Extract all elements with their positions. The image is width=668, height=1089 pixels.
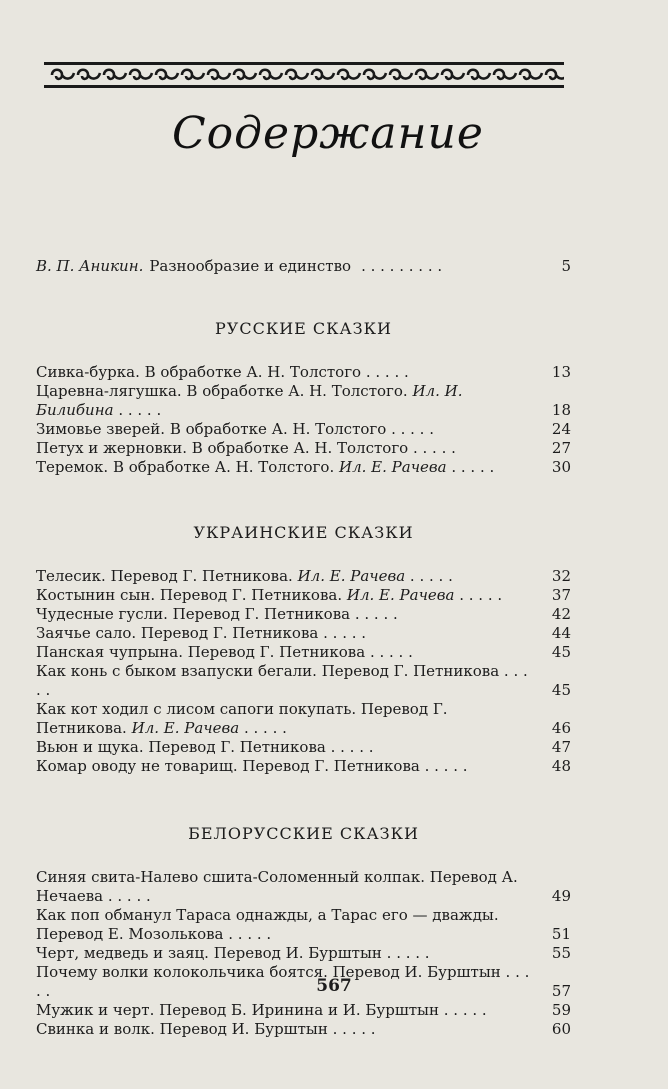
ornament-swirl	[104, 70, 126, 79]
page-number: 567	[316, 976, 352, 996]
toc-entry	[36, 586, 571, 605]
toc-entry	[36, 439, 571, 458]
ornament-border	[44, 60, 564, 90]
entry-text: Вьюн и щука. Перевод Г. Петникова	[36, 738, 326, 756]
ornament-swirl	[78, 70, 100, 79]
entry-text: Свинка и волк. Перевод И. Бурштын	[36, 1020, 328, 1038]
toc-entry	[36, 363, 571, 382]
entry-page: 45	[551, 681, 571, 699]
entry-text: Сивка-бурка. В обработке А. Н. Толстого	[36, 363, 362, 381]
ornament-swirl	[442, 70, 464, 79]
entry-text: Заячье сало. Перевод Г. Петникова	[36, 624, 319, 642]
toc-entry	[36, 944, 571, 963]
ornament-swirl	[520, 70, 542, 79]
entry-page: 60	[551, 1020, 571, 1038]
toc-entry	[36, 605, 571, 624]
entry-text: Зимовье зверей. В обработке А. Н. Толстого	[36, 420, 387, 438]
entry-text: Почему волки колокольчика боятся. Перевод И. Бурштын	[36, 963, 501, 981]
ornament-swirl	[286, 70, 308, 79]
entry-title: Телесик. Перевод Г. Петникова. Ил. Е. Рачева . . . . .	[36, 567, 453, 585]
page-title: Содержание	[172, 108, 484, 159]
entry-title: Теремок. В обработке А. Н. Толстого. Ил. Е. Рачева . . . . .	[36, 458, 495, 476]
toc-entry	[36, 643, 571, 662]
entry-text: Теремок. В обработке А. Н. Толстого.	[36, 458, 335, 476]
ornament-swirl	[338, 70, 360, 79]
section-heading: РУССКИЕ СКАЗКИ	[215, 319, 392, 338]
toc-entry	[36, 1001, 571, 1020]
toc-entry	[36, 458, 571, 477]
ornament-swirl	[234, 70, 256, 79]
entry-text: Как поп обманул Тараса однажды, а Тарас его — дважды. Перевод Е. Мозолькова	[36, 906, 499, 943]
entry-title: Почему волки колокольчика боятся. Перевод И. Бурштын . . . . .	[36, 963, 530, 1000]
entry-title: Царевна-лягушка. В обработке А. Н. Толстого. Ил. И. Билибина . . . . .	[36, 382, 463, 419]
toc-entry	[36, 906, 571, 944]
toc-entry	[36, 567, 571, 586]
section-list	[36, 567, 571, 776]
entry-title: Синяя свита-Налево сшита-Соломенный колпак. Перевод А. Нечаева . . . . .	[36, 868, 518, 905]
entry-illustrator: Ил. Е. Рачева	[339, 458, 447, 476]
entry-page: 45	[551, 643, 571, 661]
entry-title: Чудесные гусли. Перевод Г. Петникова . . . . .	[36, 605, 398, 623]
entry-title: Петух и жерновки. В обработке А. Н. Толстого . . . . .	[36, 439, 456, 457]
ornament-swirl	[130, 70, 152, 79]
ornament-swirl	[364, 70, 386, 79]
intro-title: Разнообразие и единство	[149, 257, 352, 275]
entry-title: Сивка-бурка. В обработке А. Н. Толстого . . . . .	[36, 363, 409, 381]
entry-page: 18	[551, 401, 571, 419]
ornament-swirl	[494, 70, 516, 79]
toc-entry	[36, 868, 571, 906]
entry-title: Костынин сын. Перевод Г. Петникова. Ил. Е. Рачева . . . . .	[36, 586, 503, 604]
entry-illustrator: Ил. Е. Рачева	[346, 586, 455, 604]
entry-title: Как конь с быком взапуски бегали. Перевод Г. Петникова . . . . .	[36, 662, 528, 699]
entry-title: Вьюн и щука. Перевод Г. Петникова . . . . .	[36, 738, 374, 756]
toc-entry	[36, 662, 571, 700]
ornament-swirl	[260, 70, 282, 79]
entry-text: Мужик и черт. Перевод Б. Иринина и И. Бурштын	[36, 1001, 439, 1019]
entry-illustrator: Ил. Е. Рачева	[131, 719, 240, 737]
entry-title: Мужик и черт. Перевод Б. Иринина и И. Бурштын . . . . .	[36, 1001, 487, 1019]
ornament-swirl	[390, 70, 412, 79]
entry-text: Как конь с быком взапуски бегали. Перевод Г. Петникова	[36, 662, 500, 680]
ornament-swirl	[546, 70, 564, 79]
intro-author: В. П. Аникин.	[36, 257, 144, 275]
toc-entry	[36, 420, 571, 439]
toc-entry	[36, 738, 571, 757]
entry-page: 55	[551, 944, 571, 962]
section-list	[36, 868, 571, 1039]
entry-text: Чудесные гусли. Перевод Г. Петникова	[36, 605, 351, 623]
entry-text: Царевна-лягушка. В обработке А. Н. Толстого.	[36, 382, 408, 400]
entry-page: 48	[551, 757, 571, 775]
entry-page: 13	[551, 363, 571, 381]
section-heading: УКРАИНСКИЕ СКАЗКИ	[193, 523, 414, 542]
entry-page: 32	[551, 567, 571, 585]
entry-illustrator: Ил. И. Билибина	[36, 382, 463, 419]
table-of-contents	[36, 255, 571, 1039]
entry-page: 30	[551, 458, 571, 476]
entry-text: Черт, медведь и заяц. Перевод И. Бурштын	[36, 944, 382, 962]
intro-entry	[36, 255, 571, 277]
entry-page: 27	[551, 439, 571, 457]
ornament-swirl	[182, 70, 204, 79]
leader-dots: . . . . . . . . .	[361, 257, 443, 275]
entry-illustrator: Ил. Е. Рачева	[297, 567, 406, 585]
entry-page: 49	[551, 887, 571, 905]
ornament-swirl	[468, 70, 490, 79]
entry-title: Как поп обманул Тараса однажды, а Тарас его — дважды. Перевод Е. Мозолькова . . . . .	[36, 906, 499, 943]
ornament-swirl	[208, 70, 230, 79]
toc-entry	[36, 1020, 571, 1039]
entry-title: Заячье сало. Перевод Г. Петникова . . . . .	[36, 624, 367, 642]
entry-text: Комар оводу не товарищ. Перевод Г. Петникова	[36, 757, 420, 775]
entry-page: 46	[551, 719, 571, 737]
section-heading: БЕЛОРУССКИЕ СКАЗКИ	[188, 824, 419, 843]
intro-page: 5	[561, 257, 571, 275]
entry-title: Черт, медведь и заяц. Перевод И. Бурштын . . . . .	[36, 944, 430, 962]
entry-page: 37	[551, 586, 571, 604]
entry-title: Зимовье зверей. В обработке А. Н. Толстого . . . . .	[36, 420, 434, 438]
toc-entry	[36, 624, 571, 643]
entry-page: 47	[551, 738, 571, 756]
ornament-swirl	[52, 70, 74, 79]
section-list	[36, 363, 571, 477]
entry-page: 59	[551, 1001, 571, 1019]
entry-text: Как кот ходил с лисом сапоги покупать. Перевод Г. Петникова.	[36, 700, 448, 737]
toc-entry	[36, 382, 571, 420]
entry-page: 24	[551, 420, 571, 438]
ornament-swirl	[156, 70, 178, 79]
toc-entry	[36, 700, 571, 738]
entry-title: Панская чупрына. Перевод Г. Петникова . . . . .	[36, 643, 413, 661]
entry-title: Как кот ходил с лисом сапоги покупать. Перевод Г. Петникова. Ил. Е. Рачева . . . . .	[36, 700, 448, 737]
entry-text: Петух и жерновки. В обработке А. Н. Толстого	[36, 439, 409, 457]
entry-text: Синяя свита-Налево сшита-Соломенный колпак. Перевод А. Нечаева	[36, 868, 518, 905]
entry-page: 44	[551, 624, 571, 642]
entry-text: Костынин сын. Перевод Г. Петникова.	[36, 586, 343, 604]
entry-title: Свинка и волк. Перевод И. Бурштын . . . . .	[36, 1020, 376, 1038]
entry-text: Панская чупрына. Перевод Г. Петникова	[36, 643, 366, 661]
ornament-swirl	[416, 70, 438, 79]
entry-title: Комар оводу не товарищ. Перевод Г. Петникова . . . . .	[36, 757, 468, 775]
toc-entry	[36, 757, 571, 776]
entry-page: 42	[551, 605, 571, 623]
entry-page: 51	[551, 925, 571, 943]
entry-text: Телесик. Перевод Г. Петникова.	[36, 567, 293, 585]
ornament-swirl	[312, 70, 334, 79]
entry-page: 57	[551, 982, 571, 1000]
